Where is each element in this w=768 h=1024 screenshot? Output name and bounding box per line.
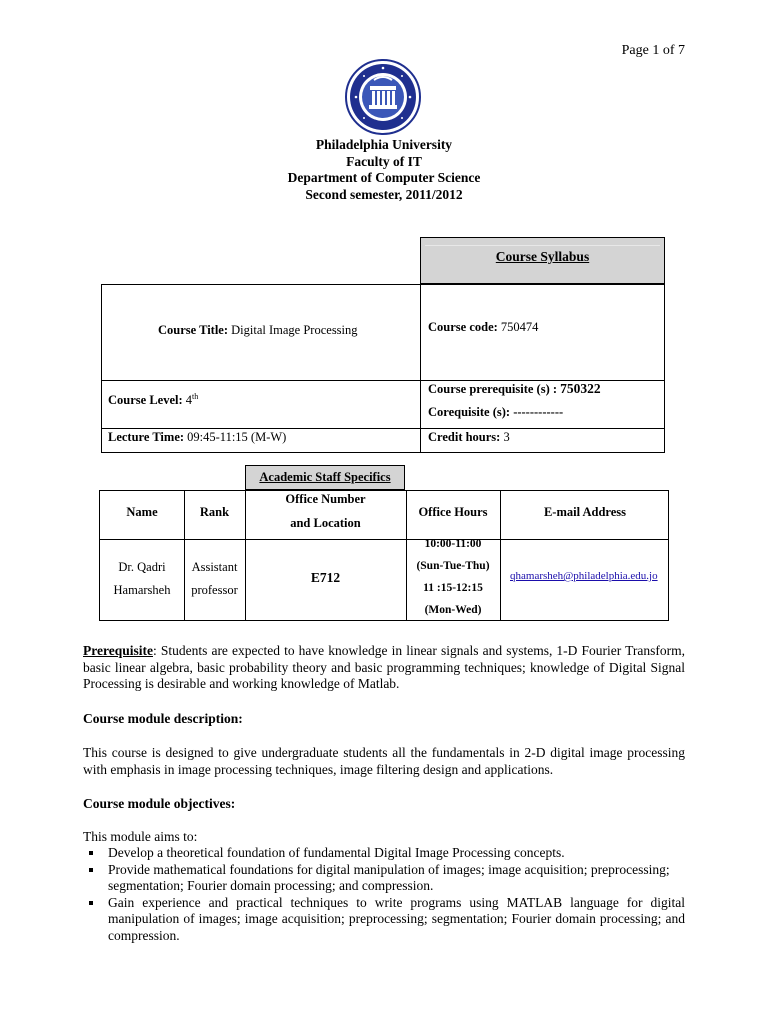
staff-hours-3: 11 :15-12:15 [423, 582, 483, 594]
page-number: Page 1 of 7 [621, 43, 685, 58]
col-name: Name [126, 505, 158, 519]
university-name: Philadelphia University [315, 137, 453, 152]
staff-name-1: Dr. Qadri [118, 560, 166, 574]
syllabus-title: Course Syllabus [495, 249, 590, 264]
staff-name-2: Hamarsheh [113, 583, 171, 597]
staff-hours-2: (Sun-Tue-Thu) [416, 560, 490, 572]
col-office-2: and Location [290, 516, 361, 530]
staff-hours-1: 10:00-11:00 [424, 538, 482, 550]
staff-rank-2: professor [191, 583, 238, 597]
staff-rank-1: Assistant [191, 560, 238, 574]
credit-hours: Credit hours: 3 [428, 430, 510, 444]
objectives-list [82, 845, 685, 944]
objectives-heading: Course module objectives: [83, 796, 236, 811]
department-name: Department of Computer Science [287, 170, 481, 185]
prerequisite-label: Prerequisite [83, 643, 153, 658]
list-item: ▪ Develop a theoretical foundation of fundamental Digital Image Processing concepts. [104, 845, 685, 862]
lecture-time: Lecture Time: 09:45-11:15 (M-W) [108, 430, 287, 444]
col-office-1: Office Number [285, 492, 366, 506]
objectives-intro: This module aims to: [83, 829, 198, 844]
university-seal-icon [344, 58, 422, 136]
staff-email-link[interactable] [510, 570, 658, 582]
corequisite: Corequisite (s): ------------ [428, 405, 564, 419]
document-header [0, 137, 768, 203]
col-rank: Rank [199, 505, 230, 519]
email-link[interactable]: qhamarsheh@philadelphia.edu.jo [510, 570, 658, 582]
faculty-name: Faculty of IT [346, 153, 422, 169]
staff-hours-4: (Mon-Wed) [424, 604, 482, 616]
semester: Second semester, 2011/2012 [305, 186, 463, 202]
course-prerequisite: Course prerequisite (s) : 750322 [428, 381, 601, 396]
prerequisite-paragraph [83, 643, 685, 693]
syllabus-title-box [420, 237, 665, 284]
col-email: E-mail Address [543, 505, 627, 519]
staff-table [99, 490, 669, 621]
course-info-table [101, 284, 665, 453]
list-item: ▪ Provide mathematical foundations for digital manipulation of images; image acquisition; preprocessing; segmentation; Fourier domain processing; and compression. [104, 862, 685, 895]
col-hours: Office Hours [418, 505, 488, 519]
course-level: Course Level: 4th [108, 392, 199, 408]
prerequisite-text: : Students are expected to have knowledge in linear signals and systems, 1-D Fourier Transform, basic linear algebra, basic probability theory and basic programming techniques; knowledge of Digital Signal Processing is desirable and working knowledge of Matlab. [83, 643, 685, 691]
description-heading: Course module description: [83, 711, 243, 726]
list-item: ▪ Gain experience and practical techniques to write programs using MATLAB language for digital manipulation of images; image acquisition; preprocessing; segmentation; Fourier domain processing; and compression. [104, 895, 685, 945]
description-text: This course is designed to give undergraduate students all the fundamentals in 2-D digital image processing with emphasis in image processing techniques, image filtering design and applications. [83, 745, 685, 777]
course-code: Course code: 750474 [428, 320, 539, 334]
staff-heading: Academic Staff Specifics [245, 465, 405, 490]
course-title: Course Title: Digital Image Processing [158, 323, 358, 337]
staff-office: E712 [310, 570, 341, 585]
